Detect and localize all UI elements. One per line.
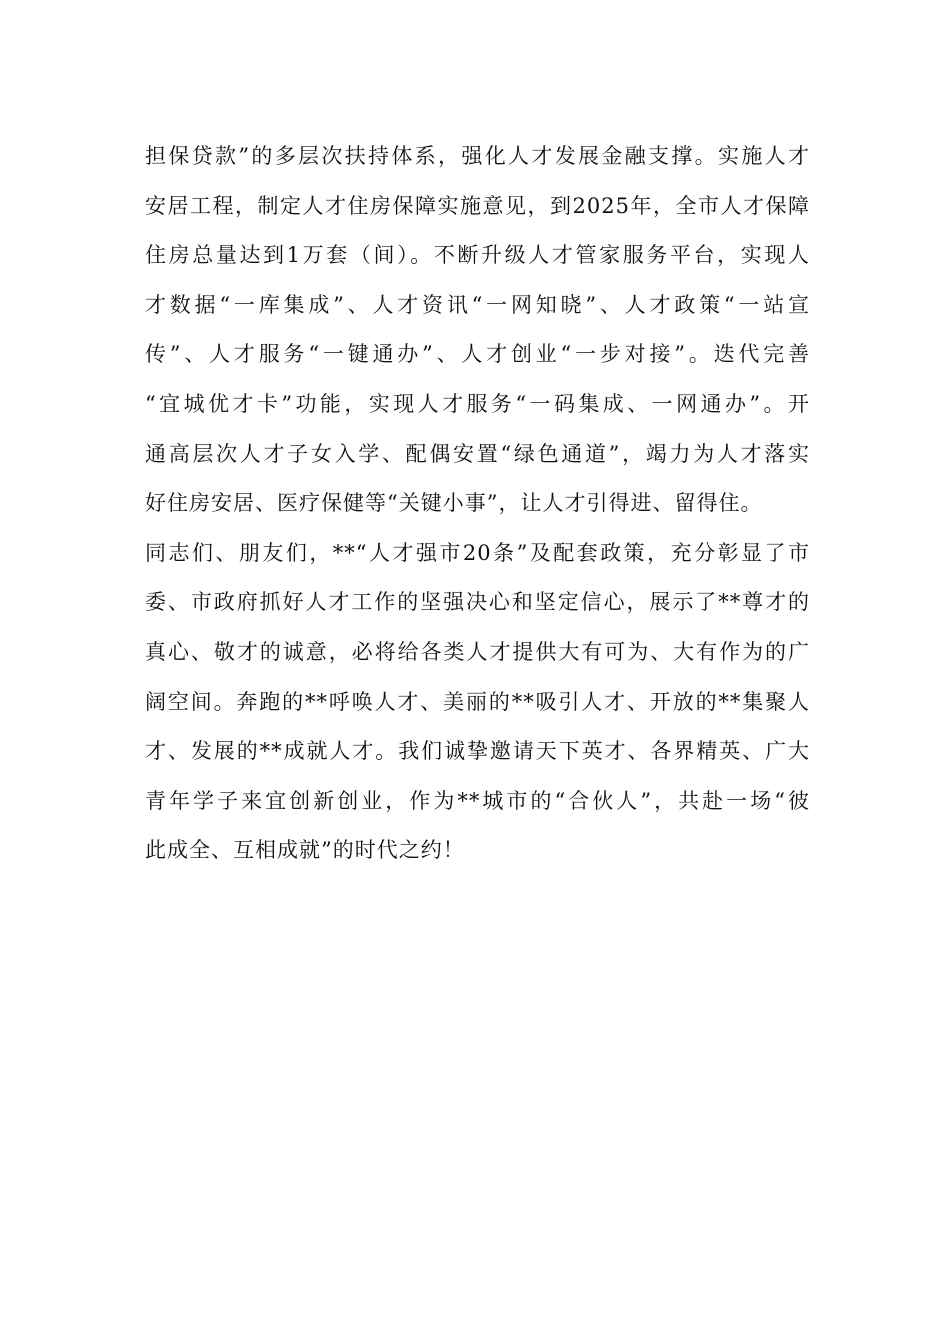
- text-line: 好住房安居、医疗保健等“关键小事”，让人才引得进、留得住。: [145, 491, 763, 516]
- text-line: 同志们、朋友们，**“人才强市20条”及配套政策，充分彰显了市: [145, 540, 810, 565]
- text-line: 真心、敬才的诚意，必将给各类人才提供大有可为、大有作为的广: [145, 639, 810, 664]
- text-line: 才、发展的**成就人才。我们诚挚邀请天下英才、各界精英、广大: [145, 739, 810, 764]
- text-line: 通高层次人才子女入学、配偶安置“绿色通道”，竭力为人才落实: [145, 441, 810, 466]
- document-body: [145, 132, 810, 876]
- text-line: 阔空间。奔跑的**呼唤人才、美丽的**吸引人才、开放的**集聚人: [145, 689, 810, 714]
- text-line: 安居工程，制定人才住房保障实施意见，到2025年，全市人才保障: [145, 193, 810, 218]
- text-line: 担保贷款”的多层次扶持体系，强化人才发展金融支撑。实施人才: [145, 144, 810, 168]
- text-line: 住房总量达到1万套（间）。不断升级人才管家服务平台，实现人: [145, 243, 810, 268]
- text-line: 传”、人才服务“一键通办”、人才创业“一步对接”。迭代完善: [145, 342, 810, 367]
- text-line: 才数据“一库集成”、人才资讯“一网知晓”、人才政策“一站宣: [145, 292, 810, 317]
- paragraph-2: [145, 529, 810, 876]
- text-line: 此成全、互相成就”的时代之约！: [145, 838, 465, 863]
- text-line: “宜城优才卡”功能，实现人才服务“一码集成、一网通办”。开: [145, 391, 810, 416]
- text-line: 青年学子来宜创新创业，作为**城市的“合伙人”，共赴一场“彼: [145, 788, 810, 813]
- paragraph-1: [145, 132, 810, 529]
- text-line: 委、市政府抓好人才工作的坚强决心和坚定信心，展示了**尊才的: [145, 590, 810, 615]
